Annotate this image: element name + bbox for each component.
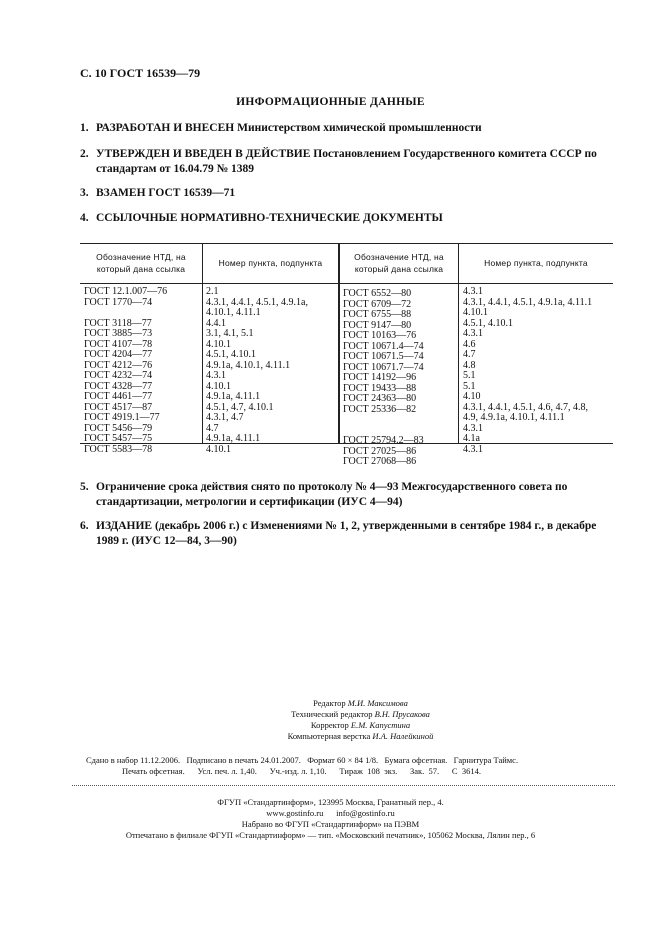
section-text: Ограничение срока действия снято по протоколу № 4—93 Межгосударственного совета по стандартизации, метрологии и сертификации (ИУС 4—94) [96,481,568,508]
table-cell-clause: 4.5.1, 4.10.1 [463,317,513,329]
table-cell-designation: ГОСТ 19433—88 [343,382,417,394]
credit-proofreader [60,720,661,731]
table-cell-designation [84,308,167,319]
table-header-rule [80,283,613,284]
right-clause-column [463,287,592,455]
table-cell-designation: ГОСТ 3885—73 [84,328,153,339]
section-number: 6. [80,520,89,532]
table-cell-designation: ГОСТ 25794.2—83 [343,435,424,446]
table-cell-clause: 4.10.1 [463,307,488,318]
section-number: 3. [80,187,89,199]
table-cell-clause: 4.7 [463,349,476,360]
table-cell-designation: ГОСТ 6755—88 [343,309,412,320]
table-cell-clause: 4.3.1, 4.4.1, 4.5.1, 4.6, 4.7, 4.8, [463,401,588,413]
credit-person: Е.М. Капустина [350,720,411,730]
table-cell-designation: ГОСТ 4232—74 [84,370,153,381]
section-heading: РАЗРАБОТАН И ВНЕСЕН [96,122,235,134]
table-column-divider [458,243,459,443]
section-2 [80,147,620,177]
credit-role: Компьютерная верстка [287,731,371,741]
typeset-note: Набрано во ФГУП «Стандартинформ» на ПЭВМ [241,819,420,829]
table-cell-clause: 4.3.1 [206,370,226,381]
table-cell-clause: 4.7 [206,422,219,434]
table-cell-designation: ГОСТ 3118—77 [84,317,152,329]
table-cell-clause: 4.9.1а, 4.10.1, 4.11.1 [206,359,291,371]
table-cell-designation: ГОСТ 10671.4—74 [343,340,424,352]
publisher-contacts [0,797,661,841]
table-cell-clause: 4.3.1 [463,328,483,339]
table-cell-clause: 4.3.1, 4.7 [206,412,244,423]
reference-documents-table [80,243,613,467]
table-cell-clause: 4.3.1 [463,443,483,455]
credit-layout [60,731,661,742]
publisher-address: ФГУП «Стандартинформ», 123995 Москва, Гранатный пер., 4. [217,797,444,807]
table-cell-clause: 4.10.1 [206,380,231,392]
section-number: 5. [80,481,89,493]
table-cell-designation: ГОСТ 4328—77 [84,380,153,392]
table-cell-designation: ГОСТ 4204—77 [84,349,153,360]
table-cell-clause: 4.1а [463,433,480,444]
section-heading: ССЫЛОЧНЫЕ НОРМАТИВНО-ТЕХНИЧЕСКИЕ ДОКУМЕНТЫ [96,212,443,224]
section-3 [80,186,620,201]
table-cell-designation: ГОСТ 4107—78 [84,338,153,350]
table-cell-designation: ГОСТ 10163—76 [343,330,417,341]
table-cell-clause: 4.9.1а, 4.11.1 [206,391,261,402]
header-clause-right: Номер пункта, подпункта [484,258,588,268]
table-cell-designation: ГОСТ 10671.5—74 [343,351,424,362]
right-designation-column [343,289,424,468]
table-cell-clause: 4.8 [463,359,476,371]
section-number: 2. [80,148,89,160]
website-link[interactable]: www.gostinfo.ru [266,808,324,818]
table-cell-designation: ГОСТ 25336—82 [343,403,417,415]
table-cell-clause: 4.9, 4.9.1а, 4.10.1, 4.11.1 [463,412,565,423]
table-cell-clause: 4.3.1 [463,422,483,434]
table-cell-clause: 4.10 [463,391,481,402]
table-cell-clause: 3.1, 4.1, 5.1 [206,328,254,339]
table-cell-clause: 4.10.1 [206,338,231,350]
header-designation-left: Обозначение НТД, на который дана ссылка [96,252,186,274]
credit-role: Технический редактор [291,709,373,719]
section-4 [80,211,620,226]
table-cell-clause: 4.9.1а, 4.11.1 [206,433,261,444]
table-cell-clause: 4.10.1 [206,443,231,455]
table-cell-clause: 5.1 [463,370,476,381]
table-cell-clause: 4.10.1, 4.11.1 [206,307,261,318]
table-cell-designation: ГОСТ 27025—86 [343,445,417,457]
left-designation-column [84,287,167,455]
credit-role: Редактор [313,698,346,708]
table-cell-clause: 4.3.1, 4.4.1, 4.5.1, 4.9.1а, [206,296,308,308]
table-cell-designation: ГОСТ 27068—86 [343,456,417,467]
table-cell-designation [343,415,424,426]
credit-person: М.И. Максимова [347,698,408,708]
table-cell-clause: 5.1 [463,380,476,392]
page-header: С. 10 ГОСТ 16539—79 [80,66,201,80]
table-cell-clause: 4.5.1, 4.7, 4.10.1 [206,401,274,413]
section-text: Министерством химической промышленности [234,122,482,134]
section-number: 4. [80,212,89,224]
section-1 [80,121,620,136]
section-5 [80,480,620,510]
section-text: (декабрь 2006 г.) с Изменениями № 1, 2, утвержденными в сентябре 1984 г., в декабре 1989 г. (ИУС 12—84, 3—90) [96,520,597,547]
header-designation-right: Обозначение НТД, на который дана ссылка [354,252,444,274]
section-heading: УТВЕРЖДЕН И ВВЕДЕН В ДЕЙСТВИЕ [96,148,311,160]
table-cell-clause: 2.1 [206,286,219,297]
credit-role: Корректор [310,720,349,730]
dotted-separator [72,785,615,786]
table-cell-designation: ГОСТ 4919.1—77 [84,412,160,423]
table-cell-clause: 4.4.1 [206,317,226,329]
table-cell-designation: ГОСТ 6709—72 [343,298,412,310]
table-cell-designation: ГОСТ 1770—74 [84,296,153,308]
table-cell-designation: ГОСТ 6552—80 [343,288,412,299]
table-cell-designation: ГОСТ 4212—76 [84,359,153,371]
table-cell-clause: 4.6 [463,338,476,350]
table-cell-designation: ГОСТ 12.1.007—76 [84,286,168,297]
publication-line-2: Печать офсетная. Усл. печ. л. 1,40. Уч.-изд. л. 1,10. Тираж 108 экз. Зак. 57. С 3614. [122,766,481,776]
table-cell-designation: ГОСТ 4517—87 [84,401,153,413]
credit-person: В.Н. Прусакова [374,709,430,719]
printing-note: Отпечатано в филиале ФГУП «Стандартинформ» — тип. «Московский печатник», 105062 Москва, Лялин пер., 6 [125,830,536,840]
table-cell-clause: 4.5.1, 4.10.1 [206,349,256,360]
table-cell-designation: ГОСТ 4461—77 [84,391,153,402]
document-title: ИНФОРМАЦИОННЫЕ ДАННЫЕ [236,96,425,108]
table-cell-clause: 4.3.1 [463,286,483,297]
table-cell-designation: ГОСТ 5457—75 [84,433,153,444]
table-cell-designation: ГОСТ 5583—78 [84,443,153,455]
table-column-divider [202,243,203,443]
table-cell-designation: ГОСТ 10671.7—74 [343,361,424,373]
section-text: Постановлением Государственного комитета СССР по стандартам от 16.04.79 № 1389 [96,148,597,175]
table-cell-designation: ГОСТ 5456—79 [84,422,153,434]
table-cell-clause: 4.3.1, 4.4.1, 4.5.1, 4.9.1а, 4.11.1 [463,296,593,308]
table-cell-designation: ГОСТ 9147—80 [343,319,412,331]
section-heading: ВЗАМЕН ГОСТ 16539—71 [96,187,236,199]
publication-line-1: Сдано в набор 11.12.2006. Подписано в печать 24.01.2007. Формат 60 × 84 1/8. Бумага офсетная. Гарнитура Таймс. [86,755,519,765]
left-clause-column [206,287,308,455]
credit-tech-editor [60,709,661,720]
email-link[interactable]: info@gostinfo.ru [336,808,395,818]
publisher-links [0,808,661,819]
table-cell-designation: ГОСТ 14192—96 [343,372,417,383]
editorial-credits [0,698,661,742]
section-6 [80,519,620,549]
credit-person: И.А. Налейкиной [372,731,434,741]
table-cell-designation: ГОСТ 24363—80 [343,393,417,404]
section-heading: ИЗДАНИЕ [96,520,153,532]
section-number: 1. [80,122,89,134]
table-top-rule [80,243,613,244]
header-clause-left: Номер пункта, подпункта [218,258,323,268]
credit-editor [60,698,661,709]
